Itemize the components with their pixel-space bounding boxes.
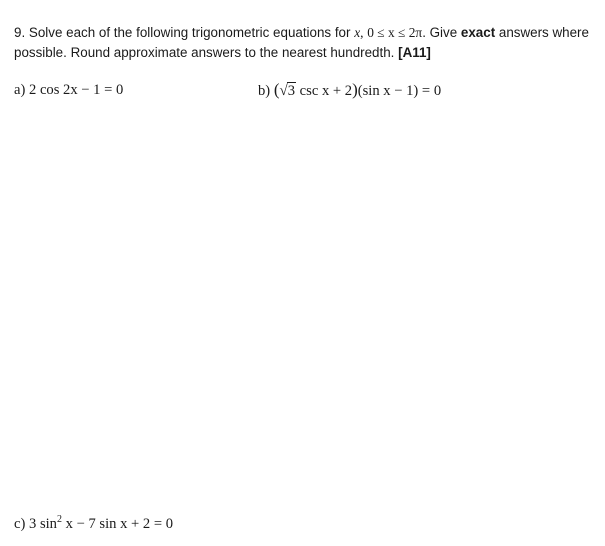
part-c-exponent: 2	[56, 514, 62, 525]
part-a-equation: 2 cos 2x − 1 = 0	[29, 82, 124, 98]
part-b-label: b)	[258, 83, 271, 99]
square-root-symbol: √3	[279, 83, 296, 99]
question-exact-word: exact	[460, 25, 496, 40]
part-b-after-root: csc x + 2	[296, 83, 353, 99]
question-give-text: . Give	[422, 25, 458, 40]
part-c-equation	[29, 516, 173, 532]
question-domain: 0 ≤ x ≤ 2π	[367, 25, 423, 40]
part-b	[258, 80, 441, 100]
part-b-radicand: 3	[287, 83, 296, 99]
question-rest-text: answers where possible. Round approximate answers to the nearest hundredth.	[14, 25, 589, 60]
part-c-coef: 3 sin	[29, 516, 57, 532]
part-b-second-factor: (sin x − 1) = 0	[357, 83, 442, 99]
question-prompt	[14, 23, 599, 63]
part-c	[14, 516, 173, 533]
part-b-equation	[273, 80, 442, 99]
part-a	[14, 82, 123, 99]
part-c-label: c)	[14, 516, 26, 532]
part-b-open-paren: (	[273, 80, 280, 99]
question-number: 9.	[14, 25, 26, 40]
question-x-variable: x,	[354, 25, 364, 40]
part-c-rest: x − 7 sin x + 2 = 0	[61, 516, 174, 532]
part-a-label: a)	[14, 82, 26, 98]
question-tag: [A11]	[398, 45, 431, 60]
part-b-close-paren: )	[352, 80, 358, 99]
question-intro: Solve each of the following trigonometric equations for	[28, 25, 351, 40]
